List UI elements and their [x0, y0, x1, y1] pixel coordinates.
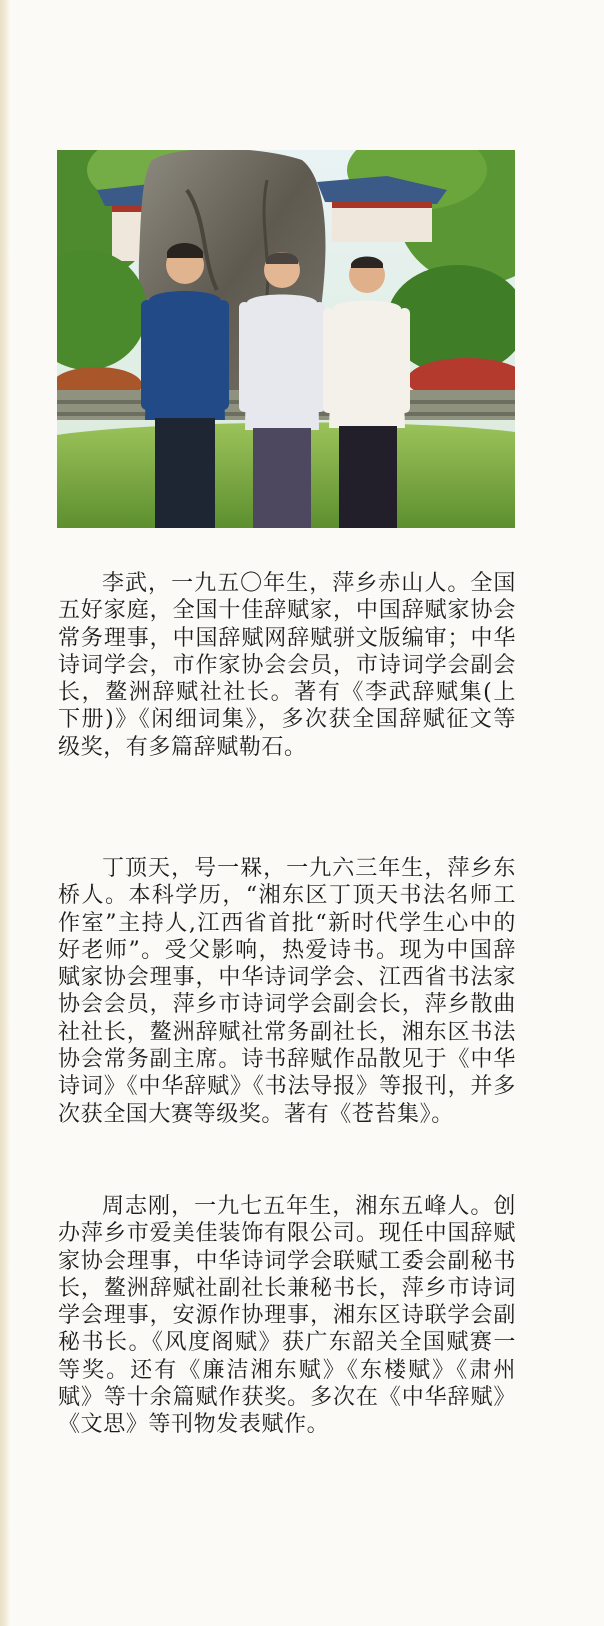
bio-paragraph: 李武，一九五〇年生，萍乡赤山人。全国五好家庭，全国十佳辞赋家，中国辞赋家协会常务理事，中国辞赋网辞赋骈文版编审；中华诗词学会，市作家协会会员，市诗词学会副会长，鳌洲辞赋社社长。著有《李武辞赋集(上下册)》《闲细词集》，多次获全国辞赋征文等级奖，有多篇辞赋勒石。: [58, 571, 516, 760]
bio-paragraph: 周志刚，一九七五年生，湘东五峰人。创办萍乡市爱美佳装饰有限公司。现任中国辞赋家协会理事，中华诗词学会联赋工委会副秘书长，鳌洲辞赋社副社长兼秘书长，萍乡市诗词学会理事，安源作协理事，湘东区诗联学会副秘书长。《风度阁赋》获广东韶关全国赋赛一等奖。还有《廉洁湘东赋》《东楼赋》《肃州赋》等十余篇赋作获奖。多次在《中华辞赋》《文思》等刊物发表赋作。: [58, 1194, 516, 1438]
group-photo: [57, 150, 515, 528]
page-edge: [0, 0, 10, 1626]
bio-paragraph: 丁顶天，号一槑，一九六三年生，萍乡东桥人。本科学历，“湘东区丁顶天书法名师工作室”主持人,江西省首批“新时代学生心中的好老师”。受父影响，热爱诗书。现为中国辞赋家协会理事，中华诗词学会、江西省书法家协会会员，萍乡市诗词学会副会长，萍乡散曲社社长，鳌洲辞赋社常务副社长，湘东区书法协会常务副主席。诗书辞赋作品散见于《中华诗词》《中华辞赋》《书法导报》等报刊，并多次获全国大赛等级奖。著有《苍苔集》。: [58, 856, 516, 1127]
